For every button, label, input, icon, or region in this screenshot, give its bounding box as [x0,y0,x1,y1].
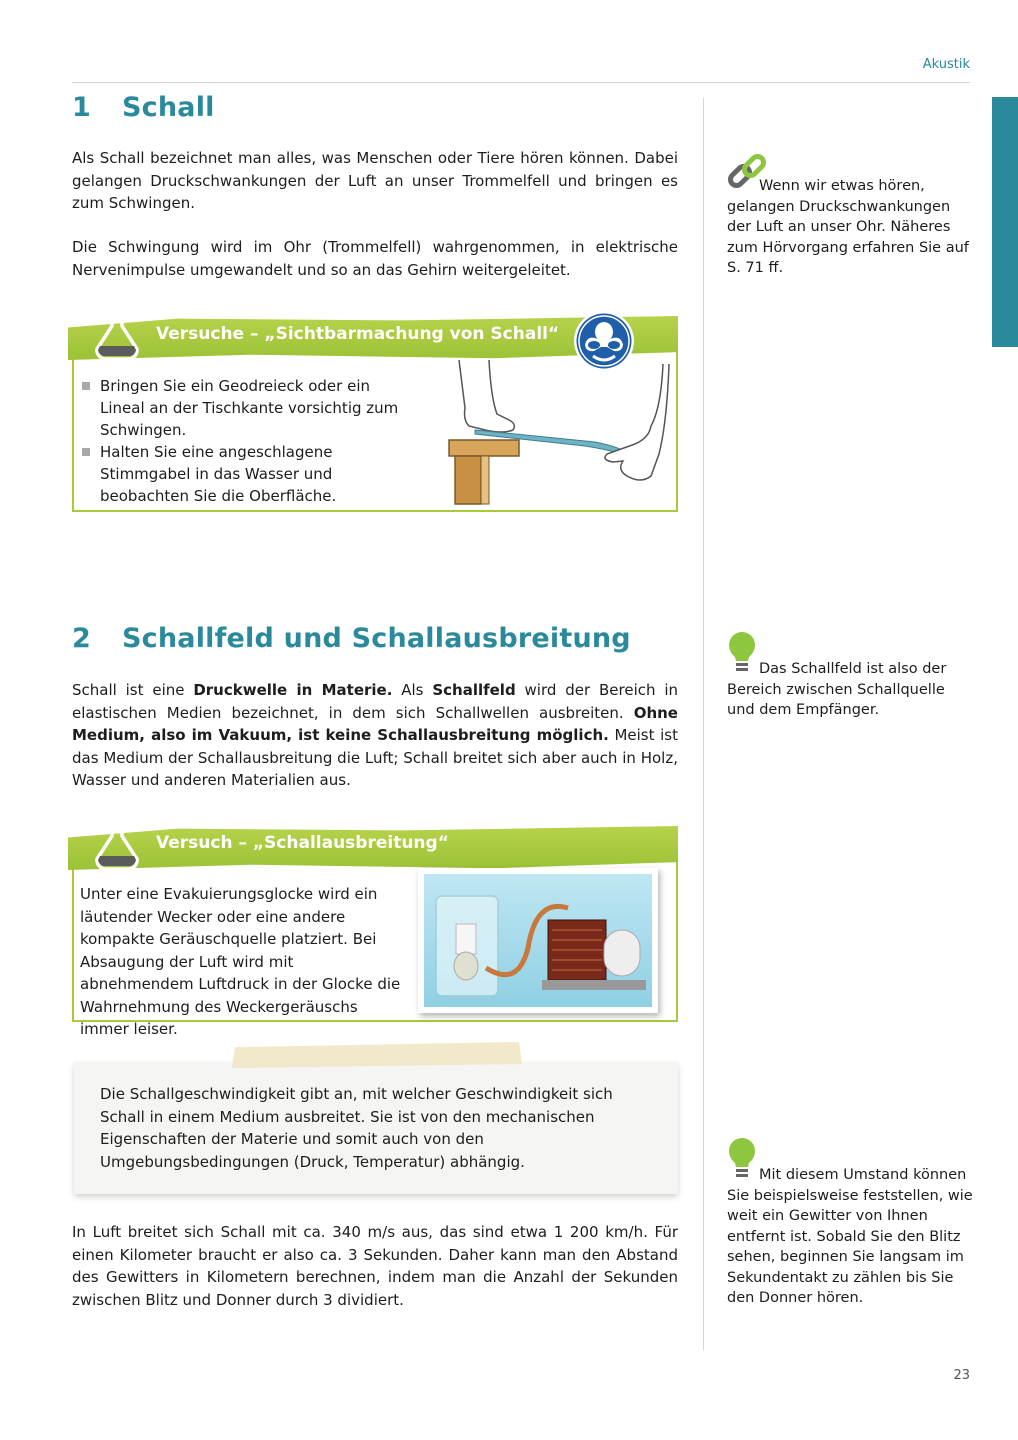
definition-note-text: Die Schallgeschwindigkeit gibt an, mit welcher Geschwindigkeit sich Schall in einem Medium ausbreitet. Sie ist von den mechanischen Eigenschaften der Materie und somit auch von den Umgebungsbedingungen (Druck, Temperatur) abhängig. [100,1085,613,1171]
column-divider [703,98,704,1350]
section-1-heading [72,92,215,123]
page-number: 23 [953,1368,970,1383]
experiment-1-list [82,375,418,507]
chapter-tab [992,97,1018,347]
experiment-2-text: Unter eine Evakuierungsglocke wird ein läutender Wecker oder eine andere kompakte Geräuschquelle platziert. Bei Absaugung der Luft wird mit abnehmendem Luftdruck in der Glocke die Wahrnehmung des Weckergeräuschs immer leiser. [80,885,401,1038]
section-1-title: Schall [122,92,215,123]
running-head: Akustik [922,57,970,72]
sidebar-tip-1: Das Schallfeld ist also der Bereich zwischen Schallquelle und dem Empfänger. [727,661,947,718]
header-rule [72,82,970,83]
tape-decoration [232,1042,522,1068]
section-2-paragraph: Schall ist eine Druckwelle in Materie. Als Schallfeld wird der Bereich in elastischen Medien bezeichnet, in dem sich Schallwellen ausbreiten. Ohne Medium, also im Vakuum, ist keine Schallausbreitung möglich. Meist ist das Medium der Schallausbreitung die Luft; Schall breitet sich aber auch in Holz, Wasser und anderen Materialien aus. [72,681,679,789]
sidebar-tip-2: Mit diesem Umstand können Sie beispielsweise feststellen, wie weit ein Gewitter von Ihnen entfernt ist. Sobald Sie den Blitz sehen, beginnen Sie langsam im Sekundentakt zu zählen bis Sie den Donner hören. [727,1167,973,1306]
section-2-number: 2 [72,623,91,654]
section-2-title: Schallfeld und Schallausbreitung [122,623,631,654]
vacuum-pump-photo [418,868,658,1013]
flask-icon [92,308,142,362]
flask-icon [92,818,142,872]
section-1-paragraph-2: Die Schwingung wird im Ohr (Trommelfell) wahrgenommen, in elektrische Nervenimpulse umgewandelt und so an das Gehirn weitergeleitet. [72,238,678,279]
ruler-on-table-illustration [445,358,673,506]
list-item: Halten Sie eine angeschlagene Stimmgabel in das Wasser und beobachten Sie die Oberfläche. [82,441,418,507]
section-2-heading [72,623,631,654]
section-1-paragraph-1: Als Schall bezeichnet man alles, was Menschen oder Tiere hören können. Dabei gelangen Druckschwankungen der Luft an unser Trommelfell und bringen es zum Schwingen. [72,149,678,212]
section-2-final-paragraph: In Luft breitet sich Schall mit ca. 340 m/s aus, das sind etwa 1 200 km/h. Für einen Kilometer braucht er also ca. 3 Sekunden. Daher kann man den Abstand des Gewitters in Kilometern berechnen, indem man die Anzahl der Sekunden zwischen Blitz und Donner durch 3 dividiert. [72,1223,678,1309]
sidebar-link-note: Wenn wir etwas hören, gelangen Druckschwankungen der Luft an unser Ohr. Näheres zum Hörvorgang erfahren Sie auf S. 71 ff. [727,178,969,276]
experiment-box-1-title: Versuche – „Sichtbarmachung von Schall“ [156,324,560,344]
list-item: Bringen Sie ein Geodreieck oder ein Lineal an der Tischkante vorsichtig zum Schwingen. [82,375,418,441]
experiment-box-2-title: Versuch – „Schallausbreitung“ [156,833,449,853]
section-1-number: 1 [72,92,91,123]
